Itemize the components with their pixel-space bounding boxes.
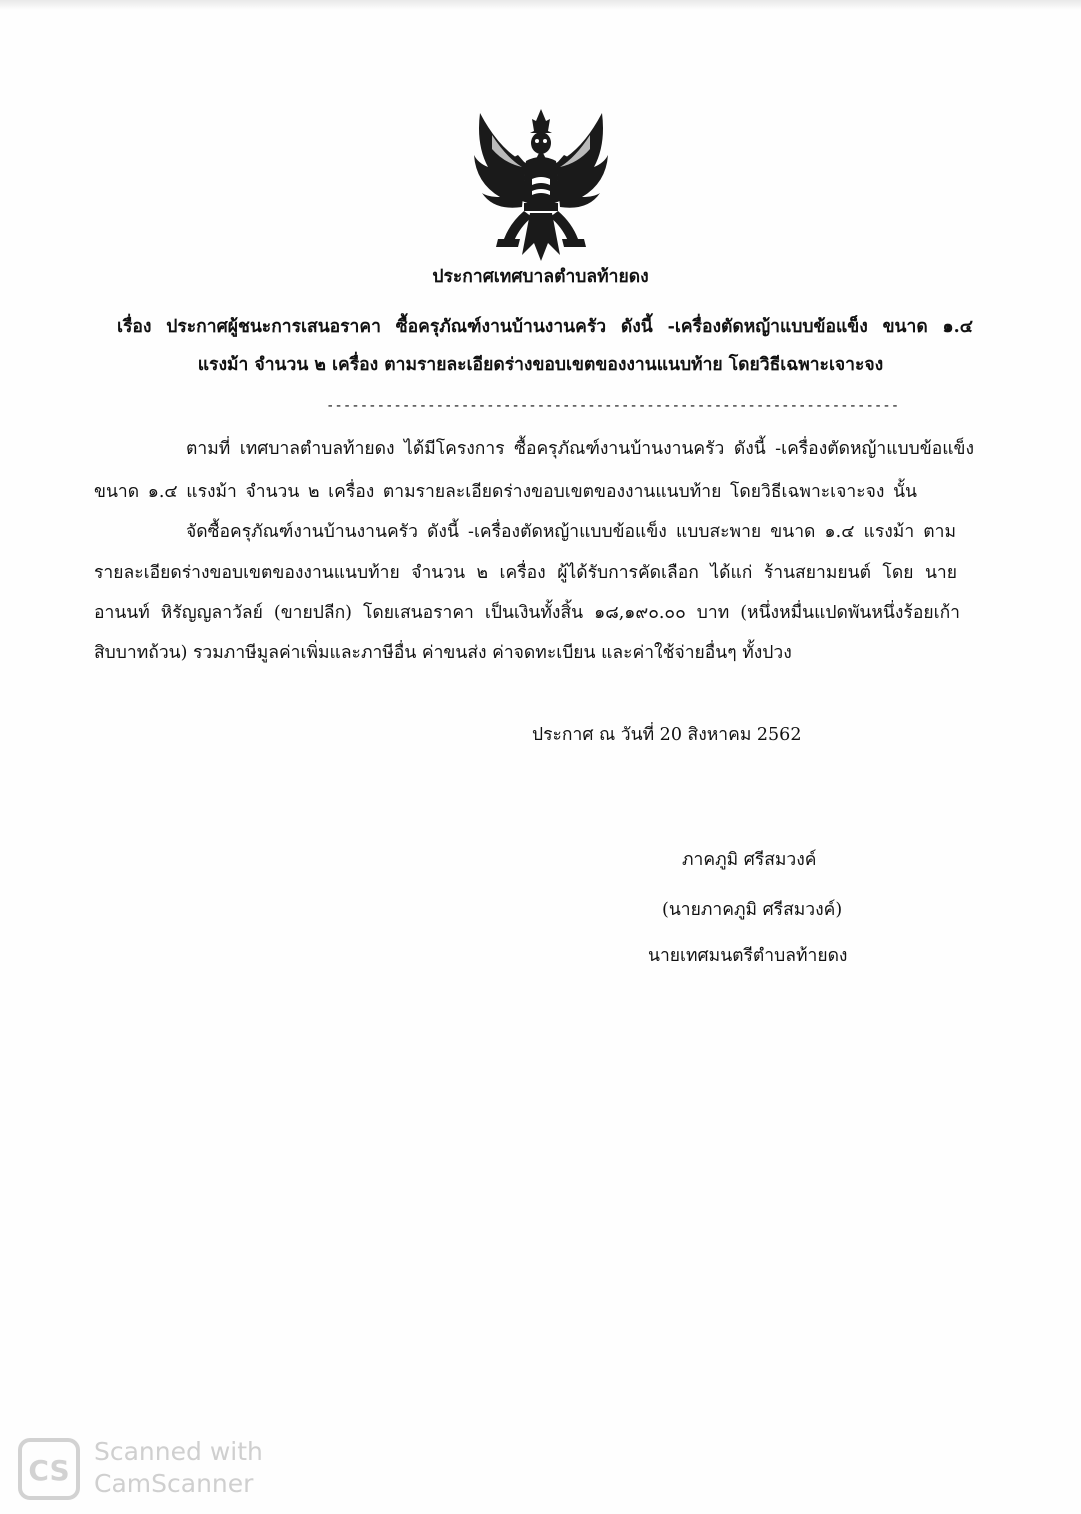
paragraph-2-line-1: จัดซื้อครุภัณฑ์งานบ้านงานครัว ดังนี้ -เครื่องตัดหญ้าแบบข้อแข็ง แบบสะพาย ขนาด ๑.๔ แรงม้า ตาม [186,522,956,542]
watermark-text [94,1436,263,1500]
subject-line-1: เรื่อง ประกาศผู้ชนะการเสนอราคา ซื้อครุภัณฑ์งานบ้านงานครัว ดังนี้ -เครื่องตัดหญ้าแบบข้อแข็ง ขนาด ๑.๔ [117,317,973,337]
announcement-date: ประกาศ ณ วันที่ 20 สิงหาคม 2562 [532,725,802,745]
svg-text:CS: CS [28,1454,70,1487]
signature-name: ภาคภูมิ ศรีสมวงค์ [682,850,817,870]
watermark-line-2: CamScanner [94,1469,254,1498]
divider: -------------------------------------------------------------------- [326,398,900,414]
watermark-line-1: Scanned with [94,1437,263,1466]
subject-line-2: แรงม้า จำนวน ๒ เครื่อง ตามรายละเอียดร่างขอบเขตของงานแนบท้าย โดยวิธีเฉพาะเจาะจง [197,355,884,375]
paragraph-2-line-3: อานนท์ หิรัญญลาวัลย์ (ขายปลีก) โดยเสนอราคา เป็นเงินทั้งสิ้น ๑๘,๑๙๐.๐๐ บาท (หนึ่งหมื่นแปดพันหนึ่งร้อยเก้า [94,603,960,623]
announcement-title: ประกาศเทศบาลตำบลท้ายดง [432,267,649,287]
paragraph-2-line-4: สิบบาทถ้วน) รวมภาษีมูลค่าเพิ่มและภาษีอื่น ค่าขนส่ง ค่าจดทะเบียน และค่าใช้จ่ายอื่นๆ ทั้งปวง [94,643,792,663]
paragraph-1-line-2: ขนาด ๑.๔ แรงม้า จำนวน ๒ เครื่อง ตามรายละเอียดร่างขอบเขตของงานแนบท้าย โดยวิธีเฉพาะเจาะจง นั้น [94,482,917,502]
signatory-position: นายเทศมนตรีตำบลท้ายดง [648,946,848,966]
paragraph-2-line-2: รายละเอียดร่างขอบเขตของงานแนบท้าย จำนวน ๒ เครื่อง ผู้ได้รับการคัดเลือก ได้แก่ ร้านสยามยนต์ โดย นาย [94,563,957,583]
scan-edge-shadow [0,0,1081,10]
signatory-printed-name: (นายภาคภูมิ ศรีสมวงค์) [662,900,843,920]
garuda-emblem-icon [470,105,612,263]
camscanner-logo-icon [18,1438,80,1500]
paragraph-1-line-1: ตามที่ เทศบาลตำบลท้ายดง ได้มีโครงการ ซื้อครุภัณฑ์งานบ้านงานครัว ดังนี้ -เครื่องตัดหญ้าแบบข้อแข็ง [186,439,974,459]
